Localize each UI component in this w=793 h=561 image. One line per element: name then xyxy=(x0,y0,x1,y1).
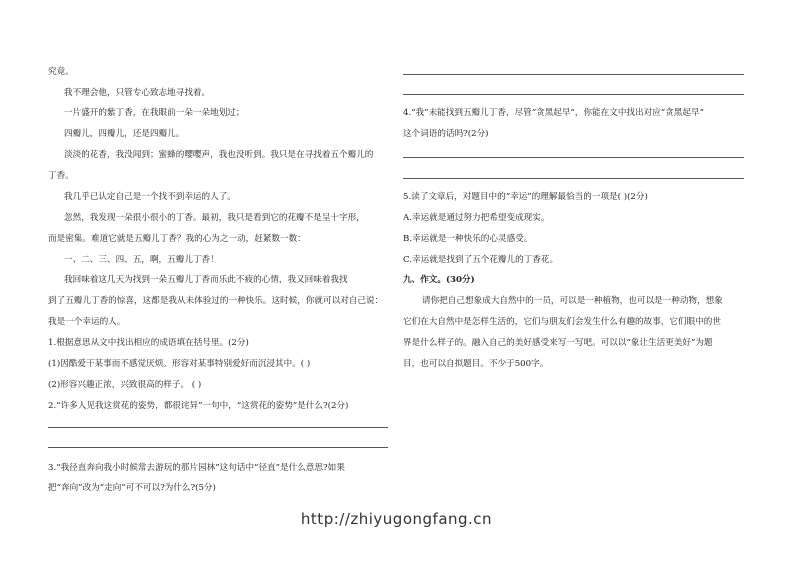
question-1-item-1: (1)因酷爱干某事而不感觉厌烦。形容对某事特别爱好而沉浸其中。( ) xyxy=(48,359,311,369)
passage-line: 丁香。 xyxy=(48,171,74,181)
composition-prompt-line: 目，也可以自拟题目。不少于500字。 xyxy=(403,359,549,369)
answer-line[interactable] xyxy=(403,94,744,95)
passage-line: 忽然，我发现一朵很小很小的丁香。最初，我只是看到它的花瓣不是呈十字形， xyxy=(64,213,365,223)
option-c: C.幸运就是找到了五个花瓣儿的丁香花。 xyxy=(403,255,559,265)
answer-line[interactable] xyxy=(403,157,744,158)
passage-line: 而是密集。难道它就是五瓣儿丁香？我的心为之一动，赶紧数一数： xyxy=(48,234,306,244)
passage-line: 四瓣儿，四瓣儿，还是四瓣儿。 xyxy=(64,129,185,139)
question-3-line-2: 把“奔向”改为“走向”可不可以?为什么?(5分) xyxy=(48,483,216,493)
composition-prompt-line: 请你把自己想象成大自然中的一员，可以是一种植物，也可以是一种动物，想象 xyxy=(422,296,723,306)
right-column xyxy=(400,0,793,561)
section-heading-composition: 九、作文。(30分) xyxy=(403,275,475,285)
answer-line[interactable] xyxy=(48,427,388,428)
question-1: 1.根据意思从文中找出相应的成语填在括号里。(2分) xyxy=(48,338,249,348)
passage-line: 我几乎已认定自己是一个找不到幸运的人了。 xyxy=(64,192,236,202)
option-a: A.幸运就是通过努力把希望变成现实。 xyxy=(403,213,550,223)
composition-prompt-line: 界是什么样子的。融入自己的美好感受来写一写吧。可以以“象让生活更美好”为题 xyxy=(403,338,713,348)
question-2: 2.“许多人见我这赏花的姿势，都很诧异”一句中，“这赏花的姿势”是什么?(2分) xyxy=(48,401,349,411)
passage-line: 到了五瓣儿丁香的惊喜，这都是我从未体验过的一种快乐。这时候，你就可以对自己说： xyxy=(48,296,384,306)
question-3-line-1: 3.“我径直奔向我小时候常去游玩的那片园林”这句话中“径直”是什么意思?如果 xyxy=(48,463,345,473)
passage-line: 我不理会他，只管专心致志地寻找着。 xyxy=(64,88,211,98)
passage-line: 淡淡的花香，我没闻到；蜜蜂的嘤嘤声，我也没听到。我只是在寻找着五个瓣儿的 xyxy=(64,150,374,160)
question-5: 5.读了文章后，对题目中的“幸运”的理解最恰当的一项是( )(2分) xyxy=(403,192,648,202)
answer-line[interactable] xyxy=(403,74,744,75)
composition-prompt-line: 它们在大自然中是怎样生活的，它们与朋友们会发生什么有趣的故事，它们眼中的世 xyxy=(403,317,721,327)
answer-line[interactable] xyxy=(403,178,744,179)
question-4-line-1: 4.“我”未能找到五瓣儿丁香，尽管“贪黑起早”，你能在文中找出对应“贪黑起早” xyxy=(403,108,704,118)
footer-url: http://zhiyugongfang.cn xyxy=(300,510,493,528)
passage-line: 究竟。 xyxy=(48,67,74,77)
question-4-line-2: 这个词语的话吗?(2分) xyxy=(403,129,489,139)
question-1-item-2: (2)形容兴趣正浓，兴致很高的样子。 ( ) xyxy=(48,380,202,390)
passage-line: 一片盛开的紫丁香，在我眼前一朵一朵地划过； xyxy=(64,108,245,118)
passage-line: 我是一个幸运的人。 xyxy=(48,317,126,327)
option-b: B.幸运就是一种快乐的心灵感受。 xyxy=(403,234,533,244)
answer-line[interactable] xyxy=(48,447,388,448)
passage-line: 我回味着这几天为找到一朵五瓣儿丁香而乐此不疲的心情，我又回味着我找 xyxy=(64,275,348,285)
passage-line: 一、二、三、四、五，啊，五瓣儿丁香！ xyxy=(64,255,219,265)
